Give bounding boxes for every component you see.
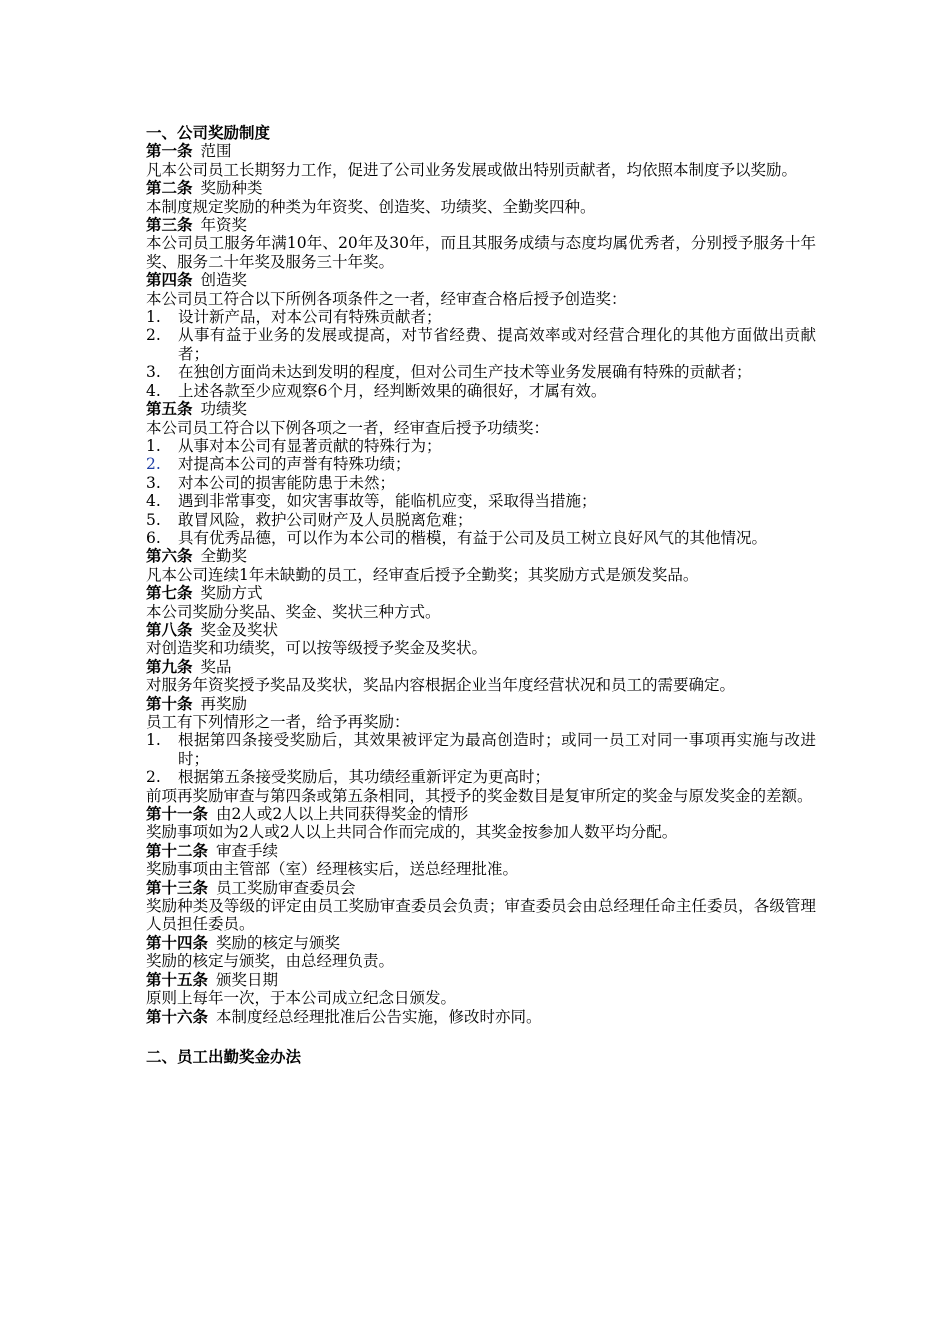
article-heading: [146, 142, 816, 160]
list-item-number: 2.: [146, 455, 161, 474]
article-number: 第十四条: [146, 933, 209, 952]
list-item-text: 具有优秀品德，可以作为本公司的楷模，有益于公司及员工树立良好风气的其他情况。: [178, 528, 768, 547]
list-item-text: 敢冒风险，救护公司财产及人员脱离危难；: [178, 510, 473, 529]
article-paragraph: 本公司员工服务年满10年、20年及30年，而且其服务成绩与态度均属优秀者，分别授予服务十年奖、服务二十年奖及服务三十年奖。: [146, 234, 816, 271]
article-title: 员工奖励审查委员会: [216, 878, 356, 897]
article-paragraph: 凡本公司员工长期努力工作，促进了公司业务发展或做出特别贡献者，均依照本制度予以奖励。: [146, 160, 798, 179]
article-heading: [146, 934, 816, 952]
article-number: 第五条: [146, 400, 193, 419]
section-title: 一、公司奖励制度: [146, 124, 271, 142]
article-paragraph: 奖励事项如为2人或2人以上共同合作而完成的，其奖金按参加人数平均分配。: [146, 823, 678, 842]
section-title: 二、员工出勤奖金办法: [146, 1047, 302, 1066]
list-item-text: 在独创方面尚未达到发明的程度，但对公司生产技术等业务发展确有特殊的贡献者；: [178, 363, 752, 382]
list-item-text: 上述各款至少应观察6个月，经判断效果的确很好，才属有效。: [178, 381, 607, 400]
article-number: 第一条: [146, 142, 193, 161]
article-number: 第四条: [146, 271, 193, 290]
article-paragraph: 本制度规定奖励的种类为年资奖、创造奖、功绩奖、全勤奖四种。: [146, 197, 596, 216]
list-item: [146, 363, 816, 381]
list-item: [146, 474, 816, 492]
article-title: 奖金及奖状: [200, 620, 279, 639]
article-title: 范围: [200, 142, 232, 161]
article-paragraph: 原则上每年一次，于本公司成立纪念日颁发。: [146, 989, 457, 1008]
list-item: [146, 731, 816, 768]
list-item-number: 4.: [146, 492, 161, 511]
article-heading: [146, 879, 816, 897]
list-item-number: 5.: [146, 510, 161, 529]
article-paragraph: 前项再奖励审查与第四条或第五条相同，其授予的奖金数目是复审所定的奖金与原发奖金的差额。: [146, 786, 813, 805]
article-number: 第十一条: [146, 805, 209, 824]
article-title: 颁奖日期: [216, 970, 279, 989]
list-item-text: 对本公司的损害能防患于未然；: [178, 473, 396, 492]
article-number: 第十二条: [146, 841, 209, 860]
article-paragraph: 凡本公司连续1年未缺勤的员工，经审查后授予全勤奖；其奖励方式是颁发奖品。: [146, 565, 699, 584]
list-item: [146, 437, 816, 455]
list-item-text: 遇到非常事变，如灾害事故等，能临机应变，采取得当措施；: [178, 492, 597, 511]
list-item-text: 从事对本公司有显著贡献的特殊行为；: [178, 436, 442, 455]
article-title: 全勤奖: [200, 547, 248, 566]
article-paragraph: 奖励种类及等级的评定由员工奖励审查委员会负责；审查委员会由总经理任命主任委员，各级管理人员担任委员。: [146, 897, 816, 934]
article-title: 由2人或2人以上共同获得奖金的情形: [216, 805, 469, 824]
list-item: [146, 492, 816, 510]
article-heading: [146, 547, 816, 565]
article-number: 第九条: [146, 657, 193, 676]
article-paragraph: 奖励事项由主管部（室）经理核实后，送总经理批准。: [146, 860, 519, 879]
list-item: [146, 455, 816, 473]
list-item-number: 2.: [146, 326, 161, 345]
list-item-number: 3.: [146, 473, 161, 492]
list-item-number: 3.: [146, 363, 161, 382]
article-title: 创造奖: [200, 271, 248, 290]
article-number: 第十五条: [146, 970, 209, 989]
article-heading: [146, 971, 816, 989]
article-paragraph: 员工有下列情形之一者，给予再奖励：: [146, 713, 410, 731]
article-paragraph: 奖励的核定与颁奖，由总经理负责。: [146, 952, 395, 971]
list-item-number: 6.: [146, 528, 161, 547]
list-item-number: 1.: [146, 436, 161, 455]
article-title: 年资奖: [200, 216, 248, 235]
article-heading: [146, 658, 816, 676]
numbered-list: [146, 308, 816, 400]
section-gap: [146, 1026, 816, 1044]
article-heading: [146, 216, 816, 234]
list-item: [146, 326, 816, 363]
article-heading: [146, 271, 816, 289]
list-item-text: 设计新产品，对本公司有特殊贡献者；: [178, 308, 442, 327]
article-list: [146, 142, 816, 1026]
list-item: [146, 308, 816, 326]
list-item-text: 从事有益于业务的发展或提高，对节省经费、提高效率或对经营合理化的其他方面做出贡献者；: [178, 326, 816, 363]
article-heading: [146, 695, 816, 713]
list-item-number: 2.: [146, 768, 161, 787]
document-page: [146, 124, 816, 1066]
article-title: 奖励的核定与颁奖: [216, 933, 341, 952]
article-number: 第十六条: [146, 1007, 209, 1026]
article-title: 奖励方式: [200, 584, 263, 603]
article-number: 第十三条: [146, 878, 209, 897]
article-title: 功绩奖: [200, 400, 248, 419]
article-heading: [146, 805, 816, 823]
list-item-number: 1.: [146, 308, 161, 327]
article-number: 第六条: [146, 547, 193, 566]
article-number: 第七条: [146, 584, 193, 603]
article-title: 奖品: [200, 657, 232, 676]
article-number: 第八条: [146, 620, 193, 639]
article-number: 第二条: [146, 179, 193, 198]
article-title: 奖励种类: [200, 179, 263, 198]
list-item: [146, 768, 816, 786]
article-number: 第十条: [146, 694, 193, 713]
article-heading: [146, 179, 816, 197]
list-item: [146, 529, 816, 547]
article-paragraph: 本公司奖励分奖品、奖金、奖状三种方式。: [146, 602, 441, 621]
article-paragraph: 本公司员工符合以下所例各项条件之一者，经审查合格后授予创造奖：: [146, 289, 627, 308]
article-number: 第三条: [146, 216, 193, 235]
article-heading: [146, 842, 816, 860]
article-heading: [146, 1008, 816, 1026]
article-paragraph: 本公司员工符合以下例各项之一者，经审查后授予功绩奖：: [146, 418, 550, 437]
list-item-text: 根据第五条接受奖励后，其功绩经重新评定为更高时；: [178, 768, 551, 787]
article-title: 再奖励: [200, 694, 248, 713]
article-paragraph: 对创造奖和功绩奖，可以按等级授予奖金及奖状。: [146, 639, 488, 658]
article-paragraph: 对服务年资奖授予奖品及奖状，奖品内容根据企业当年度经营状况和员工的需要确定。: [146, 676, 736, 695]
article-heading: [146, 621, 816, 639]
list-item: [146, 511, 816, 529]
list-item-number: 1.: [146, 731, 161, 750]
numbered-list: [146, 731, 816, 786]
list-item-text: 对提高本公司的声誉有特殊功绩；: [178, 455, 411, 474]
list-item-number: 4.: [146, 381, 161, 400]
article-title: 审查手续: [216, 841, 279, 860]
numbered-list: [146, 437, 816, 547]
article-heading: [146, 400, 816, 418]
article-title: 本制度经总经理批准后公告实施，修改时亦同。: [216, 1007, 542, 1026]
list-item: [146, 382, 816, 400]
list-item-text: 根据第四条接受奖励后，其效果被评定为最高创造时；或同一员工对同一事项再实施与改进时；: [178, 731, 816, 768]
article-heading: [146, 584, 816, 602]
